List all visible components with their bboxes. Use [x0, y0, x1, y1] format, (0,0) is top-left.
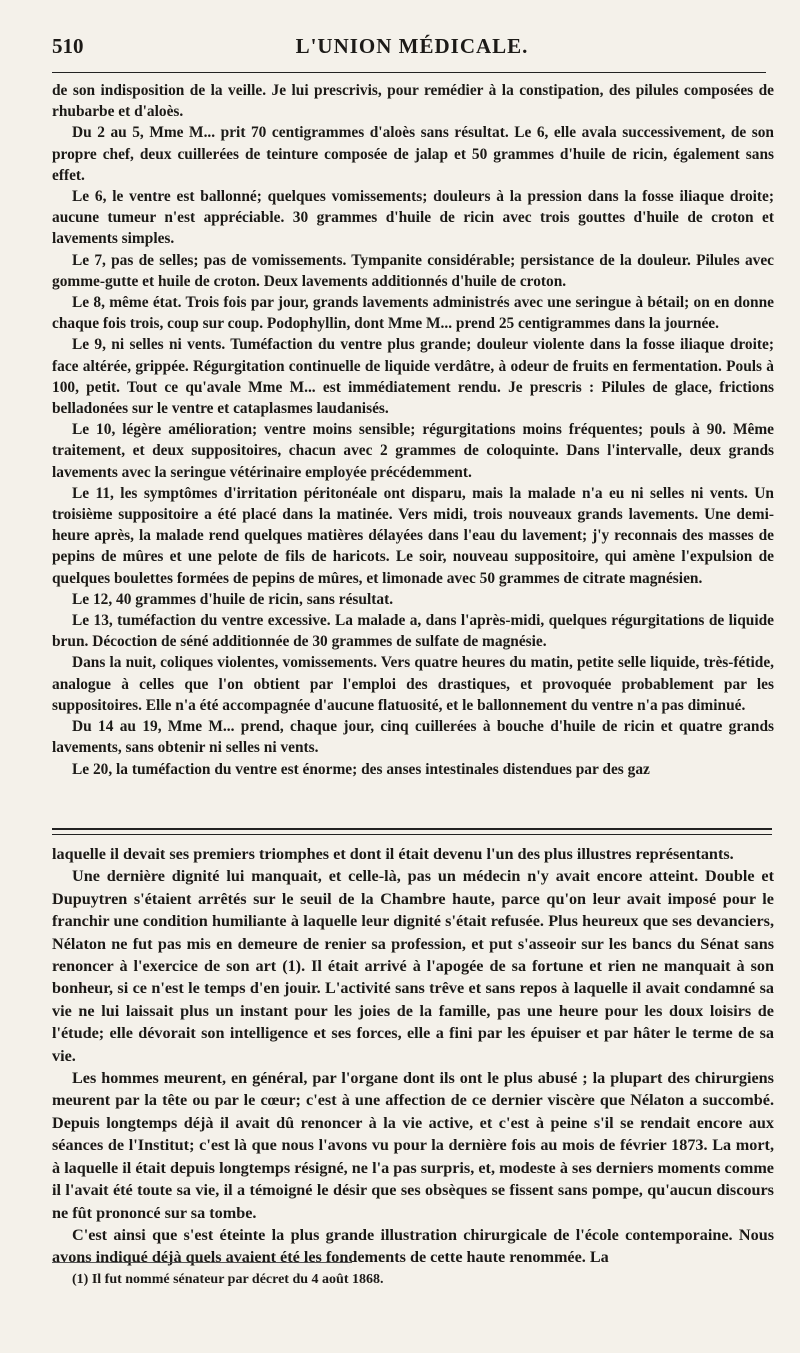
section-separator: [52, 828, 772, 830]
running-title: L'UNION MÉDICALE.: [295, 34, 529, 58]
paragraph: de son indisposition de la veille. Je lui prescrivis, pour remédier à la constipation, des pilules composées de rhubarbe et d'aloès.: [52, 82, 774, 121]
paragraph: Le 8, même état. Trois fois par jour, grands lavements administrés avec une seringue à bétail; on en donne chaque fois trois, coup sur coup. Podophyllin, dont Mme M... prend 25 centigrammes dans la journée.: [52, 294, 774, 333]
paragraph: Le 9, ni selles ni vents. Tuméfaction du ventre plus grande; douleur violente dans la fosse iliaque droite; face altérée, grippée. Régurgitation continuelle de liquide verdâtre, à odeur de fruits en fermentation. Pouls à 100, petit. Tout ce qu'avale Mme M... est immédiatement rendu. Je prescris : Pilules de glace, frictions belladonées sur le ventre et cataplasmes laudanisés.: [52, 336, 774, 418]
page-header: [52, 34, 772, 62]
page-number: 510: [52, 34, 84, 58]
paragraph: laquelle il devait ses premiers triomphes et dont il était devenu l'un des plus illustres représentants.: [52, 845, 734, 863]
paragraph: Le 10, légère amélioration; ventre moins sensible; régurgitations moins fréquentes; pouls à 90. Même traitement, et deux suppositoires, chacun avec 2 grammes de coloquinte. Dans l'intervalle, deux grands lavements avec la seringue vétérinaire employée précédemment.: [52, 421, 774, 481]
paragraph: Le 7, pas de selles; pas de vomissements. Tympanite considérable; persistance de la douleur. Pilules avec gomme-gutte et huile de croton. Deux lavements additionnés d'huile de croton.: [52, 251, 774, 290]
paragraph: Le 13, tuméfaction du ventre excessive. La malade a, dans l'après-midi, quelques régurgitations de liquide brun. Décoction de séné additionnée de 30 grammes de sulfate de magnésie.: [52, 612, 774, 651]
case-report-column: [52, 80, 774, 780]
paragraph: Du 14 au 19, Mme M... prend, chaque jour, cinq cuillerées à bouche d'huile de ricin et quatre grands lavements, sans obtenir ni selles ni vents.: [52, 718, 774, 757]
paragraph: Dans la nuit, coliques violentes, vomissements. Vers quatre heures du matin, petite selle liquide, très-fétide, analogue à celles que l'on obtient par l'emploi des drastiques, et provoquée probablement par les suppositoires. Elle n'a été accompagnée d'aucune flatuosité, et le ballonnement du ventre n'a pas diminué.: [52, 654, 774, 714]
section-separator: [52, 834, 772, 835]
footnote-rule: [52, 1262, 352, 1263]
obituary-column: [52, 843, 774, 1269]
footnote: (1) Il fut nommé sénateur par décret du 4 août 1868.: [72, 1272, 384, 1287]
paragraph: C'est ainsi que s'est éteinte la plus grande illustration chirurgicale de l'école contemporaine. Nous avons indiqué déjà quels avaient été les fondements de cette haute renommée. La: [52, 1225, 774, 1267]
paragraph: Le 20, la tuméfaction du ventre est énorme; des anses intestinales distendues par des gaz: [72, 760, 650, 778]
header-rule: [52, 72, 766, 73]
paragraph: Le 6, le ventre est ballonné; quelques vomissements; douleurs à la pression dans la fosse iliaque droite; aucune tumeur n'est appréciable. 30 grammes d'huile de ricin avec trois gouttes d'huile de croton et lavements simples.: [52, 188, 774, 248]
paragraph: Le 11, les symptômes d'irritation péritonéale ont disparu, mais la malade n'a eu ni selles ni vents. Un troisième suppositoire a été placé dans la matinée. Vers midi, trois nouveaux grands lavements. Une demi-heure après, la malade rend quelques matières délayées dans l'eau du lavement; j'y reconnais des masses de pepins de mûres et une pelote de fils de haricots. Le soir, nouveau suppositoire, qui amène l'expulsion de quelques boulettes formées de pepins de mûres, et limonade avec 50 grammes de citrate magnésien.: [52, 484, 774, 587]
paragraph: Du 2 au 5, Mme M... prit 70 centigrammes d'aloès sans résultat. Le 6, elle avala successivement, de son propre chef, deux cuillerées de teinture composée de jalap et 50 grammes d'huile de ricin, également sans effet.: [52, 124, 774, 184]
paragraph: Le 12, 40 grammes d'huile de ricin, sans résultat.: [72, 590, 394, 608]
paragraph: Les hommes meurent, en général, par l'organe dont ils ont le plus abusé ; la plupart des chirurgiens meurent par la tête ou par le cœur; c'est à une affection de ce dernier viscère que Nélaton a succombé. Depuis longtemps déjà il avait dû renoncer à la vie active, et c'est à peine s'il se rendait encore aux séances de l'Institut; c'est là que nous l'avons vu pour la dernière fois au mois de février 1873. La mort, à laquelle il était depuis longtemps résigné, ne l'a pas surpris, et, modeste à ses derniers moments comme il l'avait été toute sa vie, il a témoigné le désir que ses obsèques se fissent sans pompe, qu'aucun discours ne fût prononcé sur sa tombe.: [52, 1069, 774, 1222]
paragraph: Une dernière dignité lui manquait, et celle-là, pas un médecin n'y avait encore atteint. Double et Dupuytren s'étaient arrêtés sur le seuil de la Chambre haute, parce qu'on leur avait imposé pour le franchir une condition humiliante à laquelle leur dignité s'était refusée. Plus heureux que ses devanciers, Nélaton ne fut pas mis en demeure de renier sa profession, et put s'asseoir sur les bancs du Sénat sans renoncer à l'exercice de son art (1). Il était arrivé à l'apogée de sa fortune et rien ne manquait à son bonheur, si ce n'est le temps d'en jouir. L'activité sans trêve et sans repos à laquelle il avait condamné sa vie ne lui laissait plus un instant pour les joies de la famille, pas une heure pour les doux loisirs de l'étude; elle dévorait son intelligence et ses forces, elle a fini par les épuiser et par hâter le terme de sa vie.: [52, 867, 774, 1065]
